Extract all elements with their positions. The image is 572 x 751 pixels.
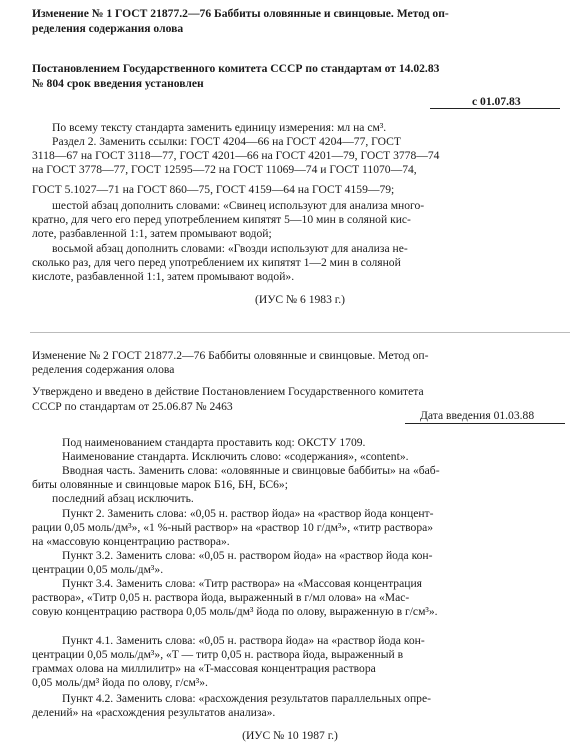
amendment-2-body-line: центрации 0,05 моль/дм³». <box>32 563 164 576</box>
amendment-2-body-line: делений» на «расхождения результатов анализа». <box>32 706 276 719</box>
amendment-2-body-line: Пункт 4.2. Заменить слова: «расхождения результатов параллельных опре- <box>62 692 431 705</box>
amendment-2-body-line: последний абзац исключить. <box>52 492 194 505</box>
amendment-2-body-line: центрации 0,05 моль/дм³», «T — титр 0,05 н. раствора йода, выраженный в <box>32 648 404 661</box>
amendment-1-body-line: кратно, для чего его перед употреблением кипятят 5—10 мин в соляной кис- <box>32 213 411 226</box>
amendment-1-date-underline <box>430 108 560 109</box>
amendment-1-body-line: кислоте, разбавленной 1:1, затем промывают водой». <box>32 270 295 283</box>
amendment-1-body-line: Раздел 2. Заменить ссылки: ГОСТ 4204—66 на ГОСТ 4204—77, ГОСТ <box>52 135 401 148</box>
amendment-1-source: (ИУС № 6 1983 г.) <box>254 293 346 306</box>
amendment-1-body-line: на ГОСТ 3778—77, ГОСТ 12595—72 на ГОСТ 11069—74 и ГОСТ 11070—74, <box>32 163 417 176</box>
amendment-2-body-line: Пункт 3.4. Заменить слова: «Титр раствора» на «Массовая концентрация <box>62 577 422 590</box>
amendment-2-body-line: на «массовую концентрацию раствора». <box>32 535 230 548</box>
amendment-2-title-line: ределения содержания олова <box>32 363 175 376</box>
amendment-2-body-line: Пункт 4.1. Заменить слова: «0,05 н. раствора йода» на «раствор йода кон- <box>62 634 425 647</box>
amendment-1-body-line: ГОСТ 5.1027—71 на ГОСТ 860—75, ГОСТ 4159—64 на ГОСТ 4159—79; <box>32 183 395 196</box>
amendment-2-source: (ИУС № 10 1987 г.) <box>242 729 338 742</box>
amendment-1-effective-date: с 01.07.83 <box>472 95 521 108</box>
amendment-2-body-line: 0,05 моль/дм³ йода по олову, г/см³». <box>32 676 208 689</box>
amendment-2-decree-line: СССР по стандартам от 25.06.87 № 2463 <box>32 400 233 413</box>
amendment-1-title-line: ределения содержания олова <box>32 22 184 35</box>
amendment-2-body-line: биты оловянные и свинцовые марок Б16, БН, БС6»; <box>32 478 288 491</box>
amendment-2-date-underline <box>405 423 565 424</box>
amendment-2-body-line: Пункт 3.2. Заменить слова: «0,05 н. раствором йода» на «раствор йода кон- <box>62 549 433 562</box>
amendment-2-body-line: совую концентрацию раствора 0,05 моль/дм³ йода по олову, выраженную в г/см³». <box>32 605 438 618</box>
amendment-2-body-line: Наименование стандарта. Исключить слово: «содержания», «content». <box>62 450 409 463</box>
amendment-2-body-line: Под наименованием стандарта проставить код: ОКСТУ 1709. <box>62 436 366 449</box>
amendment-2-effective-date: Дата введения 01.03.88 <box>420 409 535 422</box>
amendment-2-body-line: Вводная часть. Заменить слова: «оловянные и свинцовые баббиты» на «баб- <box>62 464 440 477</box>
amendment-2-body-line: рации 0,05 моль/дм³», «1 %-ный раствор» на «раствор 10 г/дм³», «титр раствора» <box>32 521 434 534</box>
amendment-1-body-line: 3118—67 на ГОСТ 3118—77, ГОСТ 4201—66 на ГОСТ 4201—79, ГОСТ 3778—74 <box>32 149 440 162</box>
amendment-2-title-line: Изменение № 2 ГОСТ 21877.2—76 Баббиты оловянные и свинцовые. Метод оп- <box>32 349 429 362</box>
section-divider <box>30 332 570 333</box>
amendment-2-body-line: граммах олова на миллилитр» на «T-массовая концентрация раствора <box>32 662 376 675</box>
amendment-1-body-line: сколько раз, для чего перед употреблением их кипятят 1—2 мин в соляной <box>32 256 401 269</box>
amendment-1-title-line: Изменение № 1 ГОСТ 21877.2—76 Баббиты оловянные и свинцовые. Метод оп- <box>32 7 449 20</box>
amendment-1-decree-line: № 804 срок введения установлен <box>32 77 204 90</box>
amendment-1-body-line: восьмой абзац дополнить словами: «Гвозди используют для анализа не- <box>52 242 408 255</box>
amendment-1-body-line: шестой абзац дополнить словами: «Свинец используют для анализа много- <box>52 199 425 212</box>
amendment-1-body-line: лоте, разбавленной 1:1, затем промывают водой; <box>32 227 272 240</box>
amendment-1-decree-line: Постановлением Государственного комитета СССР по стандартам от 14.02.83 <box>32 62 440 75</box>
amendment-2-body-line: раствора», «Титр 0,05 н. раствора йода, выраженный в г/мл олова» на «Мас- <box>32 591 410 604</box>
amendment-2-decree-line: Утверждено и введено в действие Постановлением Государственного комитета <box>32 385 424 398</box>
amendment-2-body-line: Пункт 2. Заменить слова: «0,05 н. раствор йода» на «раствор йода концент- <box>62 507 434 520</box>
amendment-1-body-line: По всему тексту стандарта заменить единицу измерения: мл на см³. <box>52 121 387 134</box>
